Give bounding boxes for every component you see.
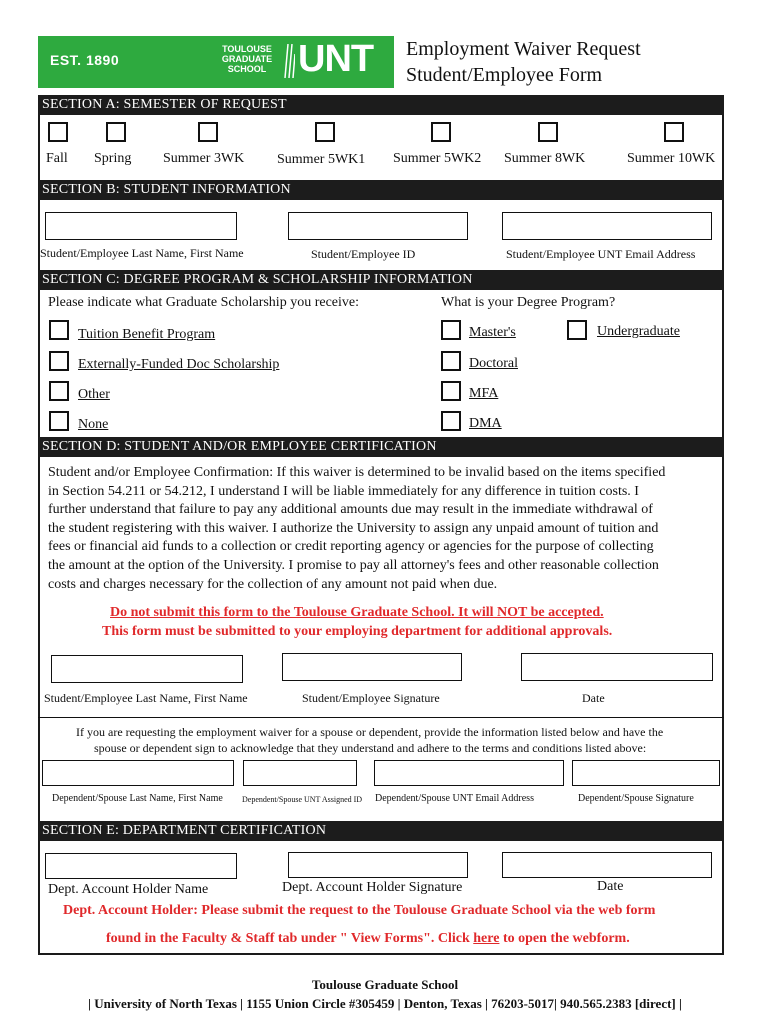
school-logo-text: TOULOUSE GRADUATE SCHOOL — [221, 44, 273, 74]
section-c-heading: SECTION C: DEGREE PROGRAM & SCHOLARSHIP INFORMATION — [38, 270, 724, 290]
option-label: None — [78, 417, 109, 432]
section-e-heading: SECTION E: DEPARTMENT CERTIFICATION — [38, 821, 724, 841]
cert-date-field[interactable] — [521, 653, 713, 681]
webform-link[interactable]: here — [473, 931, 500, 946]
option-label: Tuition Benefit Program — [78, 327, 216, 342]
dependent-signature-field[interactable] — [572, 760, 720, 786]
form-title: Employment Waiver Request Student/Employee Form — [406, 38, 641, 86]
logo-bars-icon — [283, 44, 295, 78]
program-prompt: What is your Degree Program? — [441, 295, 616, 310]
checkbox-other[interactable] — [49, 381, 69, 401]
dept-submit-note-2: found in the Faculty & Staff tab under " View Forms". Click here to open the webform. — [106, 931, 630, 946]
checkbox-none[interactable] — [49, 411, 69, 431]
field-label: Dept. Account Holder Name — [48, 882, 209, 897]
field-label: Dependent/Spouse UNT Assigned ID — [242, 795, 363, 804]
dependent-name-field[interactable] — [42, 760, 234, 786]
option-label: Undergraduate — [597, 324, 680, 339]
field-label: Dept. Account Holder Signature — [282, 880, 463, 895]
footer-school: Toulouse Graduate School — [311, 977, 459, 992]
checkbox-summer-8wk[interactable] — [538, 122, 558, 142]
field-label: Dependent/Spouse Signature — [578, 793, 694, 804]
cert-name-field[interactable] — [51, 655, 243, 683]
option-label: Doctoral — [469, 356, 518, 371]
field-label: Date — [597, 879, 624, 894]
option-label: Summer 8WK — [504, 151, 586, 166]
field-label: Dependent/Spouse UNT Email Address — [375, 793, 534, 804]
option-label: Master's — [469, 325, 516, 340]
field-label: Date — [582, 691, 605, 705]
option-label: Other — [78, 387, 110, 402]
checkbox-externally-funded[interactable] — [49, 351, 69, 371]
checkbox-dma[interactable] — [441, 411, 461, 431]
option-label: Spring — [94, 151, 132, 166]
checkbox-fall[interactable] — [48, 122, 68, 142]
checkbox-summer-5wk1[interactable] — [315, 122, 335, 142]
checkbox-masters[interactable] — [441, 320, 461, 340]
cert-signature-field[interactable] — [282, 653, 462, 681]
checkbox-doctoral[interactable] — [441, 351, 461, 371]
field-label: Student/Employee ID — [311, 247, 416, 261]
warning-no-submit: Do not submit this form to the Toulouse Graduate School. It will NOT be accepted. — [110, 605, 604, 620]
checkbox-summer-5wk2[interactable] — [431, 122, 451, 142]
checkbox-summer-3wk[interactable] — [198, 122, 218, 142]
unt-logo: UNT — [298, 38, 374, 80]
dependent-note: If you are requesting the employment waiver for a spouse or dependent, provide the information listed below and have the — [76, 725, 664, 739]
section-d-heading: SECTION D: STUDENT AND/OR EMPLOYEE CERTIFICATION — [38, 437, 724, 457]
student-email-field[interactable] — [502, 212, 712, 240]
divider — [38, 717, 724, 718]
field-label: Student/Employee UNT Email Address — [506, 247, 696, 261]
checkbox-mfa[interactable] — [441, 381, 461, 401]
option-label: DMA — [469, 416, 502, 431]
checkbox-summer-10wk[interactable] — [664, 122, 684, 142]
dept-submit-note: Dept. Account Holder: Please submit the request to the Toulouse Graduate School via the web form — [63, 903, 656, 918]
section-a-heading: SECTION A: SEMESTER OF REQUEST — [38, 95, 724, 115]
field-label: Dependent/Spouse Last Name, First Name — [52, 793, 223, 804]
est-label: EST. 1890 — [50, 52, 120, 68]
section-b-heading: SECTION B: STUDENT INFORMATION — [38, 180, 724, 200]
field-label: Student/Employee Last Name, First Name — [40, 246, 244, 260]
dependent-note: spouse or dependent sign to acknowledge that they understand and adhere to the terms and conditions listed above: — [94, 741, 647, 755]
checkbox-tuition-benefit[interactable] — [49, 320, 69, 340]
dept-name-field[interactable] — [45, 853, 237, 879]
scholarship-prompt: Please indicate what Graduate Scholarship you receive: — [48, 295, 359, 310]
dept-date-field[interactable] — [502, 852, 712, 878]
option-label: Summer 3WK — [163, 151, 245, 166]
warning-submit-department: This form must be submitted to your employing department for additional approvals. — [102, 624, 613, 639]
field-label: Student/Employee Last Name, First Name — [44, 691, 248, 705]
option-label: MFA — [469, 386, 499, 401]
certification-text: Student and/or Employee Confirmation: If this waiver is determined to be invalid based on the items specified in Section 54.211 or 54.212, I understand I will be liable immediately for any difference in tuition costs. I further understand that failure to pay any additional amounts due may result in the immediate withdrawal of the student registering with this waiver. I authorize the University to assign any unpaid amount of tuition and fees or financial aid funds to a collection or credit reporting agency or agencies for the purpose of collecting the amount at the option of the University. I promise to pay all attorney's fees and other reasonable collection costs and charges necessary for the collection of any amount not paid when due. — [48, 465, 666, 592]
student-id-field[interactable] — [288, 212, 468, 240]
checkbox-spring[interactable] — [106, 122, 126, 142]
option-label: Fall — [46, 151, 68, 166]
student-name-field[interactable] — [45, 212, 237, 240]
dept-signature-field[interactable] — [288, 852, 468, 878]
footer-address: | University of North Texas | 1155 Union Circle #305459 | Denton, Texas | 76203-5017| 940.565.2383 [direct] | — [88, 996, 682, 1011]
checkbox-undergraduate[interactable] — [567, 320, 587, 340]
option-label: Summer 5WK2 — [393, 151, 482, 166]
dependent-email-field[interactable] — [374, 760, 564, 786]
dependent-id-field[interactable] — [243, 760, 357, 786]
option-label: Externally-Funded Doc Scholarship — [78, 357, 280, 372]
option-label: Summer 10WK — [627, 151, 716, 166]
option-label: Summer 5WK1 — [277, 152, 366, 167]
field-label: Student/Employee Signature — [302, 691, 440, 705]
